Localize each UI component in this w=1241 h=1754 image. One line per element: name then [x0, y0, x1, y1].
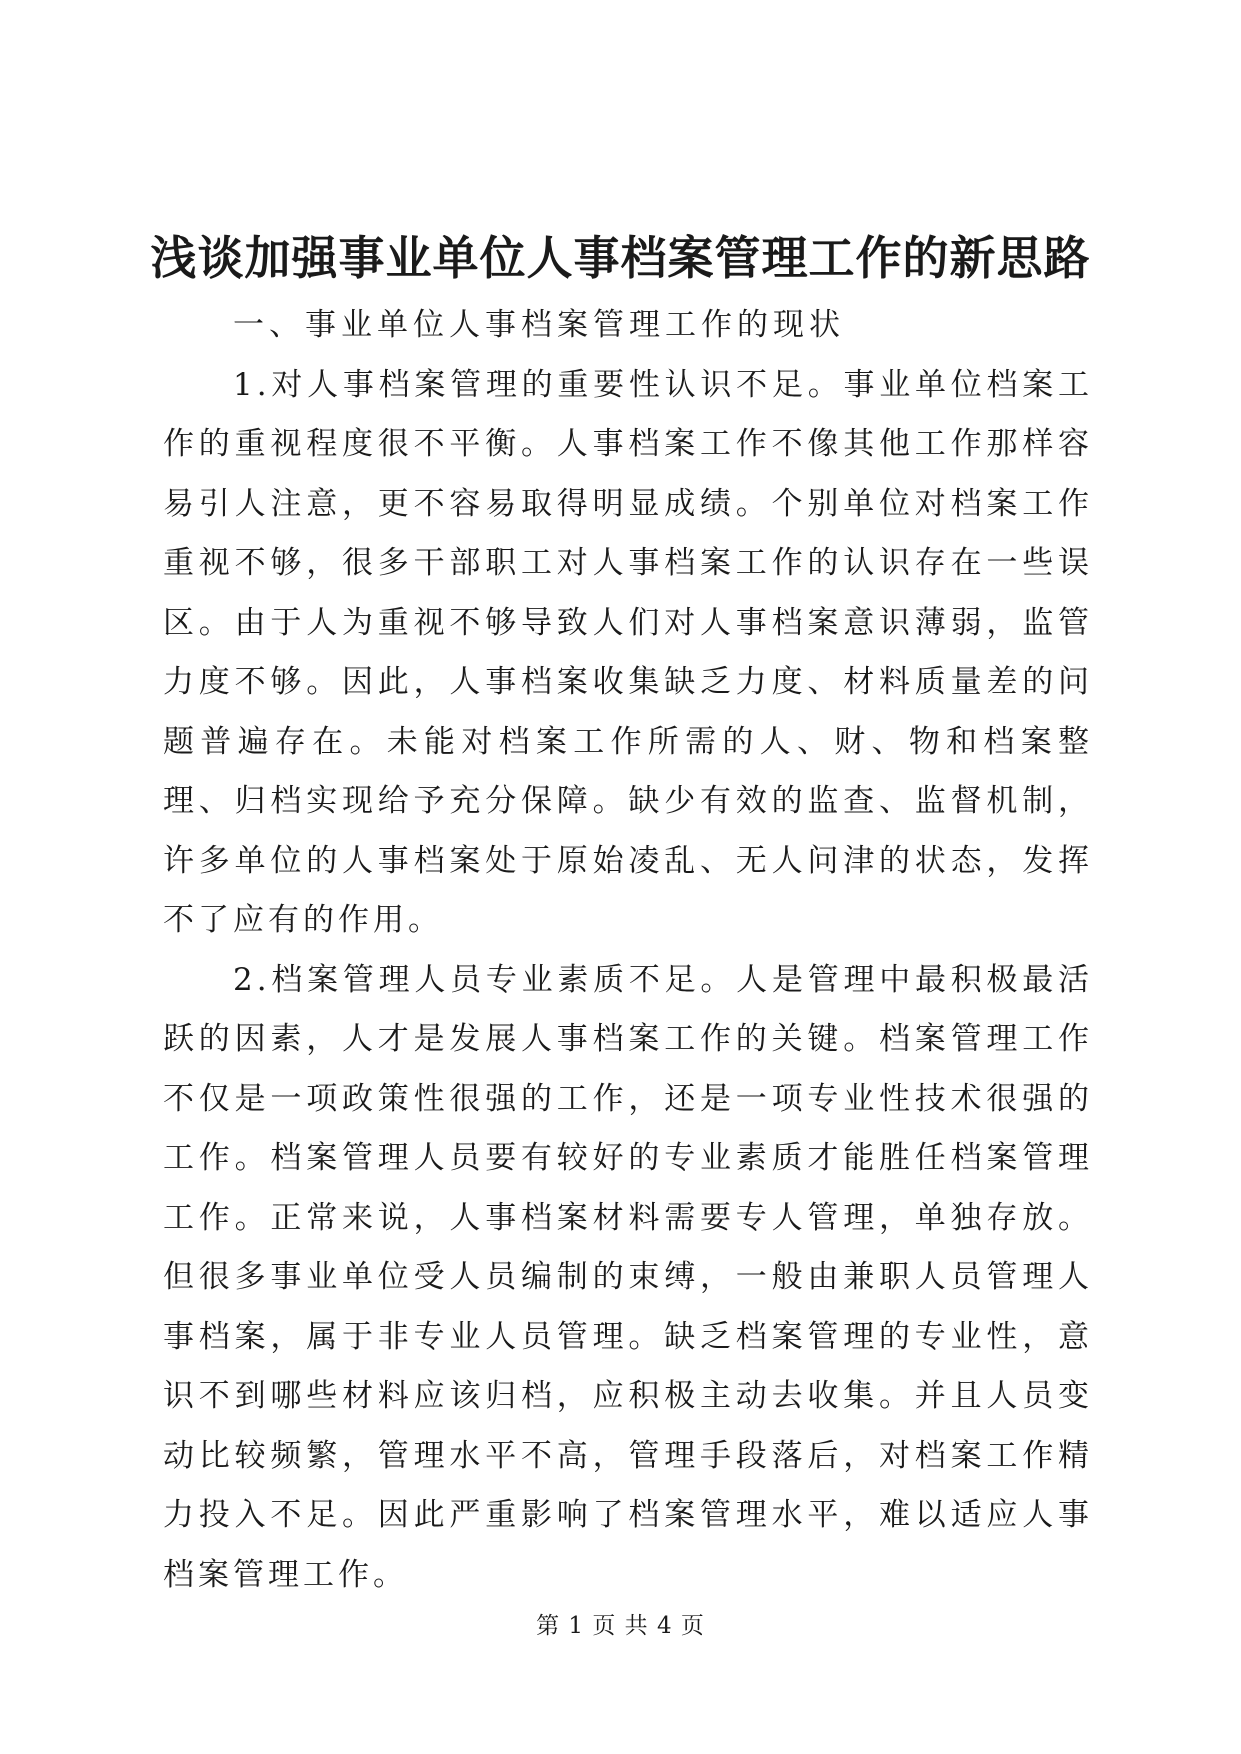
document-title: 浅谈加强事业单位人事档案管理工作的新思路 [150, 231, 1091, 285]
paragraph-1: 1.对人事档案管理的重要性认识不足。事业单位档案工作的重视程度很不平衡。人事档案工作不像其他工作那样容易引人注意，更不容易取得明显成绩。个别单位对档案工作重视不够，很多干部职工对人事档案工作的认识存在一些误区。由于人为重视不够导致人们对人事档案意识薄弱，监管力度不够。因此，人事档案收集缺乏力度、材料质量差的问题普遍存在。未能对档案工作所需的人、财、物和档案整理、归档实现给予充分保障。缺少有效的监查、监督机制，许多单位的人事档案处于原始凌乱、无人问津的状态，发挥不了应有的作用。 [163, 366, 1093, 938]
paragraph-2: 2.档案管理人员专业素质不足。人是管理中最积极最活跃的因素，人才是发展人事档案工作的关键。档案管理工作不仅是一项政策性很强的工作，还是一项专业性技术很强的工作。档案管理人员要有较好的专业素质才能胜任档案管理工作。正常来说，人事档案材料需要专人管理，单独存放。但很多事业单位受人员编制的束缚，一般由兼职人员管理人事档案，属于非专业人员管理。缺乏档案管理的专业性，意识不到哪些材料应该归档，应积极主动去收集。并且人员变动比较频繁，管理水平不高，管理手段落后，对档案工作精力投入不足。因此严重影响了档案管理水平，难以适应人事档案管理工作。 [163, 961, 1093, 1593]
page-number-label: 第 1 页 共 4 页 [536, 1613, 705, 1639]
document-body [163, 296, 1093, 1605]
section-heading: 一、事业单位人事档案管理工作的现状 [233, 307, 845, 343]
page-footer [0, 1607, 1241, 1640]
